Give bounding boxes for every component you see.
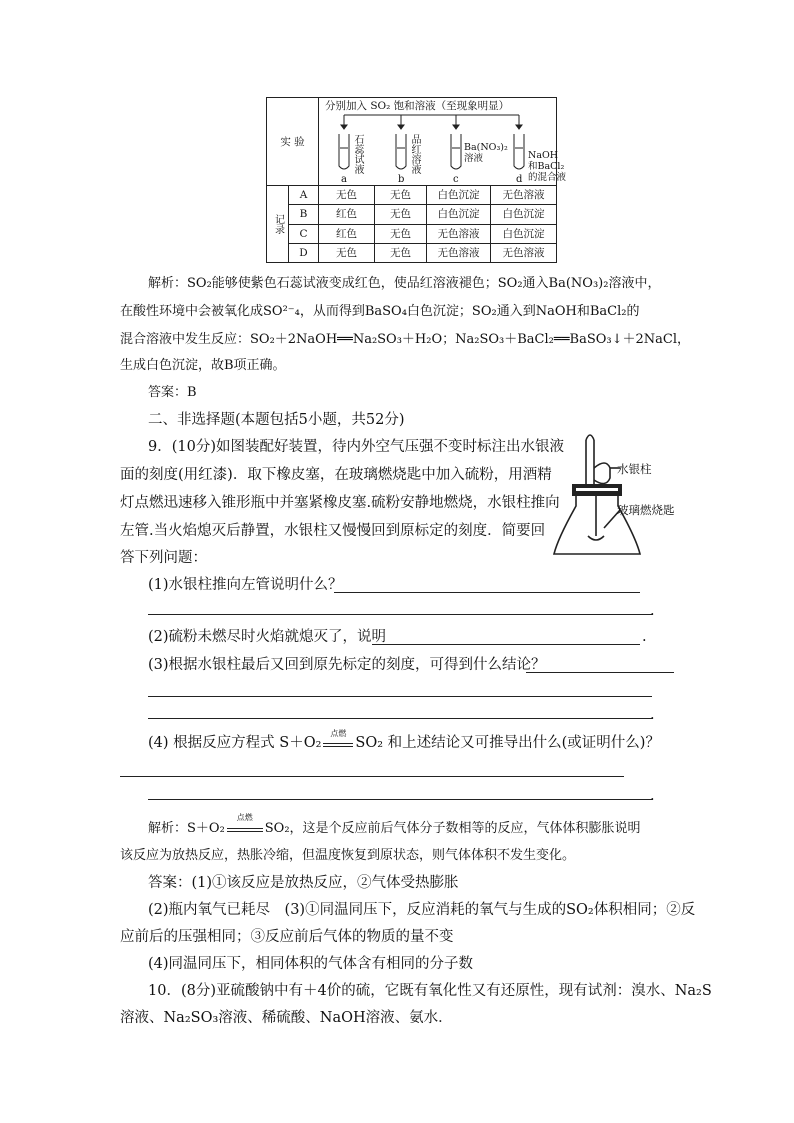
table-cell: 红色 — [319, 205, 375, 224]
table-cell: 无色 — [319, 243, 375, 262]
tube-b-letter: b — [398, 174, 405, 185]
reaction-condition — [323, 729, 353, 747]
analysis2-part2: SO₂，这是个反应前后气体分子数相等的反应，气体体积膨胀说明 — [264, 821, 641, 836]
q9-sub4-part2: SO₂ 和上述结论又可推导出什么(或证明什么)？ — [355, 735, 660, 751]
section2-heading: 二、非选择题(本题包括5小题，共52分) — [148, 412, 405, 428]
q9-line5: 答下列问题： — [120, 550, 207, 566]
q10-line2: 溶液、Na₂SO₃溶液、稀硫酸、NaOH溶液、氨水． — [120, 1010, 453, 1026]
answer-blank[interactable] — [372, 644, 640, 645]
q9-line4: 左管.当火焰熄灭后静置，水银柱又慢慢回到原标定的刻度．简要回 — [120, 523, 546, 539]
tube-c-label: Ba(NO₃)₂溶液 — [464, 142, 508, 164]
q10-line1: 10．(8分)亚硫酸钠中有＋4价的硫，它既有氧化性又有还原性，现有试剂：溴水、Na₂S — [148, 983, 712, 999]
table-cell: 无色溶液 — [491, 186, 557, 205]
analysis2-line1 — [148, 813, 641, 839]
analysis1-line1: 解析：SO₂能够使紫色石蕊试液变成红色，使品红溶液褪色；SO₂通入Ba(NO₃)₂溶液中， — [148, 276, 661, 291]
table-cell: 无色 — [375, 186, 427, 205]
experiment-table — [266, 97, 567, 263]
answer2-line2: (2)瓶内氧气已耗尽 (3)①同温同压下，反应消耗的氧气与生成的SO₂体积相同；②反 — [148, 902, 696, 918]
answer-blank[interactable] — [148, 799, 652, 800]
u-tube-left — [586, 440, 594, 488]
tube-b — [396, 115, 406, 169]
period: . — [650, 603, 655, 619]
q9-sub2: (2)硫粉未燃尽时火焰就熄灭了，说明 — [148, 629, 387, 645]
table-cell: 白色沉淀 — [427, 186, 491, 205]
analysis1-line4: 生成白色沉淀，故B项正确。 — [120, 358, 286, 373]
table-cell: 无色 — [375, 243, 427, 262]
analysis1-line3: 混合溶液中发生反应：SO₂＋2NaOH══Na₂SO₃＋H₂O；Na₂SO₃＋BaCl₂══BaSO₃↓＋2NaCl， — [120, 332, 690, 347]
answer2-line3: 应前后的压强相同；③反应前后气体的物质的量不变 — [120, 929, 454, 945]
table-cell: 无色 — [375, 205, 427, 224]
tube-a — [339, 115, 349, 169]
answer2-line1: 答案：(1)①该反应是放热反应，②气体受热膨胀 — [148, 875, 459, 891]
period: . — [650, 707, 655, 723]
table-cell: 白色沉淀 — [491, 224, 557, 243]
table-cell: 无色 — [319, 186, 375, 205]
answer-blank[interactable] — [526, 672, 674, 673]
tube-d-label: NaOH和BaCl₂的混合液 — [528, 150, 567, 183]
analysis2-line2: 该反应为放热反应，热胀冷缩，但温度恢复到原状态，则气体体积不发生变化。 — [120, 848, 576, 863]
condition-label: 点燃 — [330, 729, 347, 738]
answer-blank[interactable] — [120, 776, 624, 777]
table-cell: 白色沉淀 — [427, 205, 491, 224]
condition-label: 点燃 — [236, 813, 253, 822]
tube-b-label: 品红溶液 — [409, 134, 420, 174]
option-label: C — [289, 224, 319, 243]
spoon-bowl — [588, 536, 604, 540]
option-label: D — [289, 243, 319, 262]
q9-sub3: (3)根据水银柱最后又回到原先标定的刻度，可得到什么结论？ — [148, 657, 546, 673]
answer-blank[interactable] — [148, 614, 652, 615]
q9-sub4 — [148, 729, 660, 754]
option-label: B — [289, 205, 319, 224]
record-label: 记录 — [267, 186, 289, 263]
header-top: 分别加入 SO₂ 饱和溶液（至现象明显） — [325, 100, 510, 112]
tube-c — [451, 115, 461, 169]
tube-c-letter: c — [453, 174, 459, 185]
answer2-line4: (4)同温同压下，相同体积的气体含有相同的分子数 — [148, 956, 474, 972]
period: . — [650, 788, 655, 804]
answer-blank[interactable] — [148, 718, 652, 719]
table-cell: 白色沉淀 — [491, 205, 557, 224]
q9-line1: 9．(10分)如图装配好装置，待内外空气压强不变时标注出水银液 — [148, 439, 564, 455]
q9-sub1: (1)水银柱推向左管说明什么？ — [148, 577, 343, 593]
u-tube-right — [594, 463, 610, 484]
tube-d — [514, 115, 524, 169]
table-cell: 无色 — [375, 224, 427, 243]
q9-line2: 面的刻度(用红漆)．取下橡皮塞，在玻璃燃烧匙中加入硫粉，用酒精 — [120, 467, 552, 483]
fig-label-spoon: 玻璃燃烧匙 — [617, 503, 675, 517]
answer-blank[interactable] — [334, 592, 640, 593]
header-experiment: 实 验 — [267, 98, 319, 186]
tube-a-letter: a — [341, 174, 347, 185]
flask-apparatus-diagram — [548, 428, 678, 564]
table-cell: 无色溶液 — [427, 224, 491, 243]
answer1: 答案：B — [148, 385, 197, 400]
table-cell: 红色 — [319, 224, 375, 243]
analysis1-line2: 在酸性环境中会被氧化成SO²⁻₄，从而得到BaSO₄白色沉淀；SO₂通入到NaOH和BaCl₂的 — [120, 304, 640, 319]
table-cell: 无色溶液 — [427, 243, 491, 262]
tubes-header — [319, 98, 567, 186]
tube-d-letter: d — [516, 174, 523, 185]
q9-sub4-part1: (4) 根据反应方程式 S＋O₂ — [148, 735, 322, 751]
q9-line3: 灯点燃迅速移入锥形瓶中并塞紧橡皮塞.硫粉安静地燃烧，水银柱推向 — [120, 495, 560, 511]
period: . — [642, 629, 647, 645]
reaction-condition — [227, 813, 263, 832]
analysis2-part1: 解析：S＋O₂ — [148, 821, 225, 836]
option-label: A — [289, 186, 319, 205]
answer-blank[interactable] — [148, 696, 652, 697]
tube-a-label: 石蕊试液 — [352, 134, 363, 174]
table-cell: 无色溶液 — [491, 243, 557, 262]
fig-label-mercury: 水银柱 — [617, 462, 652, 476]
